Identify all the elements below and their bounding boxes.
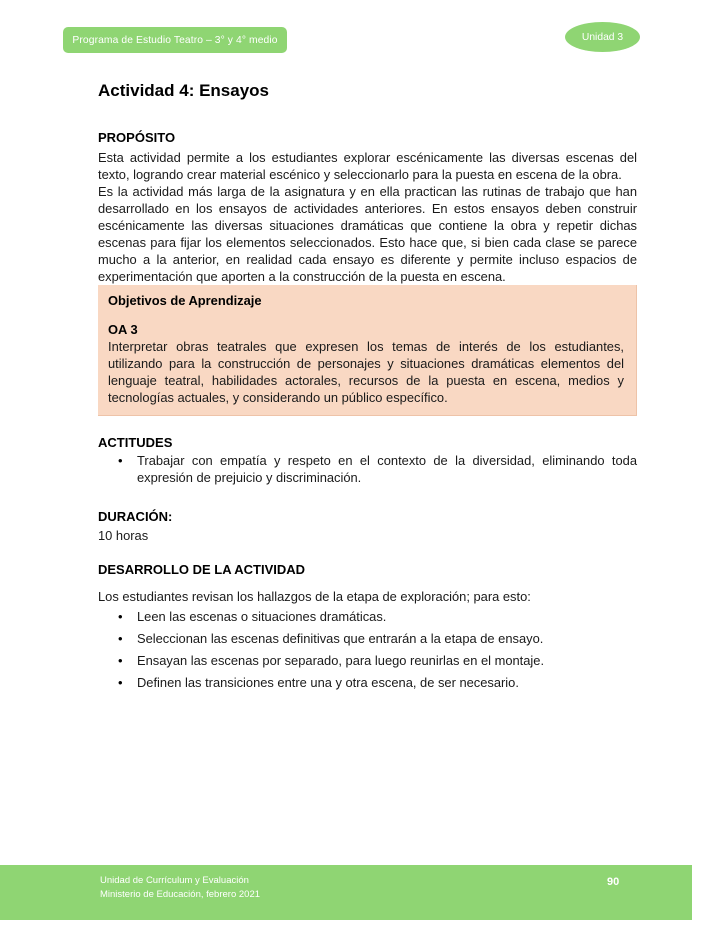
oa-text: Interpretar obras teatrales que expresen los temas de interés de los estudiantes, utilizando para la construcción de personajes y situaciones dramáticas elementos del lenguaje teatral, habilidades actorales, recursos de la puesta en escena, medios y tecnologías actuales, y considerando un público específico. — [108, 339, 624, 405]
desarrollo-item: • Seleccionan las escenas definitivas que entrarán a la etapa de ensayo. — [98, 630, 637, 647]
desarrollo-item: • Leen las escenas o situaciones dramáticas. — [98, 608, 637, 625]
duracion-heading: DURACIÓN: — [98, 509, 173, 524]
proposito-heading: PROPÓSITO — [98, 130, 176, 145]
footer-line-2: Ministerio de Educación, febrero 2021 — [100, 889, 261, 900]
oa-code: OA 3 — [108, 322, 138, 337]
objetivos-heading: Objetivos de Aprendizaje — [108, 293, 262, 308]
objetivos-aprendizaje-box — [98, 285, 637, 416]
proposito-paragraph-2: Es la actividad más larga de la asignatura y en ella practican las rutinas de trabajo que han desarrollado en los ensayos de actividades anteriores. En estos ensayos deben construir escénicamente las diversas situaciones dramáticas que contiene la obra y repetir dichas escenas para fijar los elementos seleccionados. Esto hace que, si bien cada clase se parece mucho a la anterior, en realidad cada ensayo es diferente y permite incluso espacios de experimentación que aporten a la construcción de la puesta en escena. — [98, 184, 637, 284]
actitudes-item: • Trabajar con empatía y respeto en el contexto de la diversidad, eliminando toda expresión de prejuicio y discriminación. — [98, 452, 637, 486]
page-number: 90 — [607, 876, 620, 888]
footer-line-1: Unidad de Currículum y Evaluación — [100, 875, 249, 886]
proposito-paragraph-1: Esta actividad permite a los estudiantes explorar escénicamente las diversas escenas del texto, logrando crear material escénico y seleccionarlo para la puesta en escena de la obra. — [98, 150, 637, 182]
unit-badge: Unidad 3 — [565, 22, 640, 52]
program-title-badge: Programa de Estudio Teatro – 3° y 4° medio — [63, 27, 287, 53]
desarrollo-list — [98, 608, 637, 691]
desarrollo-heading: DESARROLLO DE LA ACTIVIDAD — [98, 562, 306, 577]
desarrollo-intro: Los estudiantes revisan los hallazgos de la etapa de exploración; para esto: — [98, 589, 531, 604]
desarrollo-item: • Ensayan las escenas por separado, para luego reunirlas en el montaje. — [98, 652, 637, 669]
footer-credits — [100, 874, 260, 902]
duracion-value: 10 horas — [98, 528, 149, 543]
desarrollo-item: • Definen las transiciones entre una y otra escena, de ser necesario. — [98, 674, 637, 691]
footer-band — [0, 865, 692, 920]
actitudes-list — [98, 452, 637, 486]
actitudes-heading: ACTITUDES — [98, 435, 173, 450]
page-title: Actividad 4: Ensayos — [98, 81, 270, 100]
content-column — [98, 0, 637, 696]
